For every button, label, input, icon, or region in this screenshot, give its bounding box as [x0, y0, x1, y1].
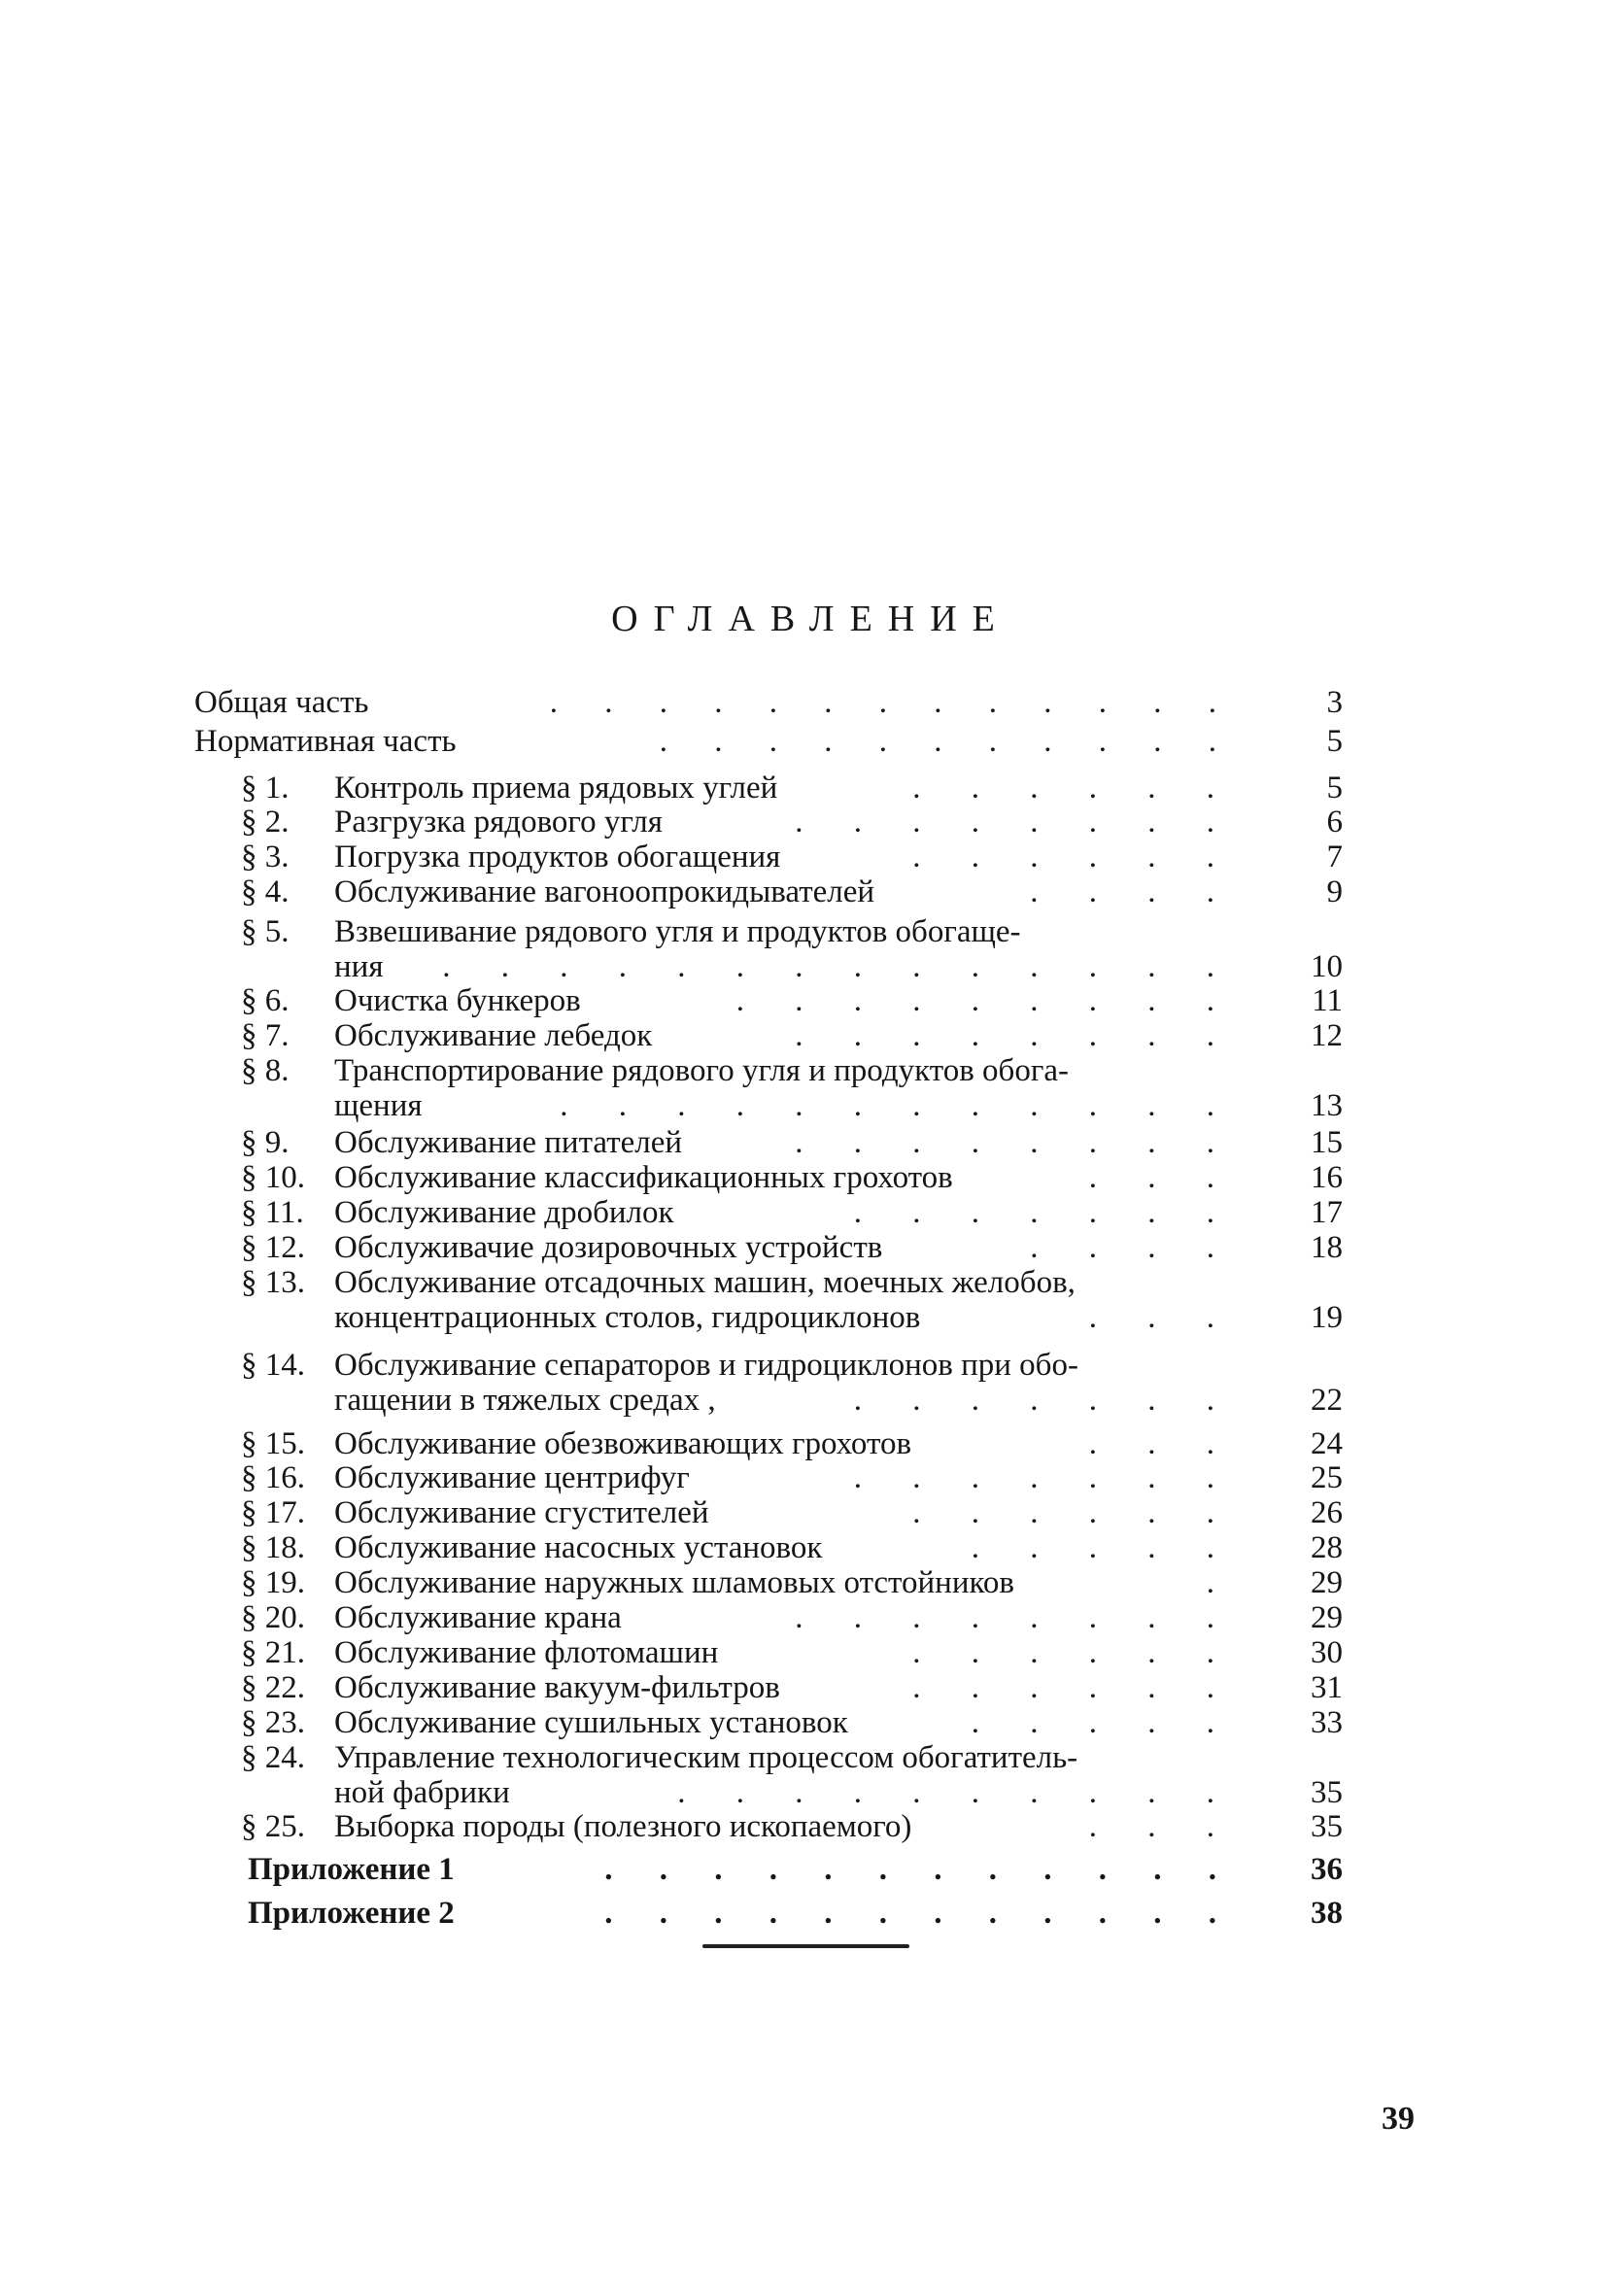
- toc-entry-normative: [194, 726, 1343, 765]
- section-mark: § 10.: [241, 1160, 305, 1195]
- toc-page-number: 5: [1326, 771, 1343, 805]
- section-title: Взвешивание рядового угля и продуктов обогаще-: [334, 914, 1021, 949]
- section-title: Обслуживание центрифуг: [334, 1460, 690, 1495]
- toc-section-entry: [241, 1742, 1343, 1816]
- section-title: Обслуживание сгустителей: [334, 1495, 709, 1530]
- toc-leader-dots: . . . . . . . . .: [735, 983, 1236, 1018]
- toc-leader-dots: . . . . . . . . . .: [677, 1775, 1236, 1810]
- toc-entry-label: Общая часть: [194, 685, 369, 720]
- section-title: Погрузка продуктов обогащения: [334, 840, 781, 874]
- toc-page-number: 29: [1311, 1565, 1343, 1600]
- toc-page-number: 6: [1326, 805, 1343, 840]
- toc-leader-dots: . . . . . .: [912, 1670, 1236, 1705]
- toc-leader-dots: . . . . . . .: [853, 1195, 1236, 1230]
- section-title: Обслуживание лебедок: [334, 1018, 653, 1053]
- toc-page-number: 13: [1311, 1088, 1343, 1123]
- section-mark: § 2.: [241, 805, 290, 840]
- section-title: Обслуживание вакуум-фильтров: [334, 1670, 780, 1705]
- section-title-continued: гащении в тяжелых средах ,: [334, 1383, 716, 1418]
- section-title: Обслуживание сушильных установок: [334, 1705, 848, 1740]
- section-title: Управление технологическим процессом обогатитель-: [334, 1740, 1078, 1775]
- toc-leader-dots: . . . .: [1030, 1230, 1236, 1265]
- toc-page-number: 12: [1311, 1018, 1343, 1053]
- section-title: Выборка породы (полезного ископаемого): [334, 1809, 912, 1844]
- section-title: Обслуживание крана: [334, 1600, 622, 1635]
- toc-entry-label: Приложение 2: [248, 1896, 455, 1931]
- section-mark: § 11.: [241, 1195, 304, 1230]
- toc-page-number: 30: [1311, 1635, 1343, 1670]
- section-mark: § 14.: [241, 1348, 305, 1383]
- section-mark: § 25.: [241, 1809, 305, 1844]
- section-title: Обслуживание насосных установок: [334, 1530, 823, 1565]
- section-title: Обслуживание флотомашин: [334, 1635, 719, 1670]
- section-mark: § 15.: [241, 1426, 305, 1461]
- toc-entry-appendix-1: [248, 1854, 1343, 1893]
- toc-leader-dots: . . . .: [1030, 874, 1236, 909]
- toc-page-number: 31: [1311, 1670, 1343, 1705]
- section-mark: § 9.: [241, 1125, 290, 1160]
- toc-page-number: 3: [1326, 685, 1343, 720]
- toc-section-entry: [241, 916, 1343, 990]
- section-mark: § 24.: [241, 1740, 305, 1775]
- section-mark: § 7.: [241, 1018, 290, 1053]
- toc-leader-dots: . . . . . . . .: [795, 1600, 1236, 1635]
- closing-rule: [702, 1944, 909, 1948]
- toc-leader-dots: . . . . . .: [912, 771, 1236, 805]
- toc-leader-dots: . . . . .: [971, 1530, 1236, 1565]
- section-title: Обслуживание классификационных грохотов: [334, 1160, 953, 1195]
- toc-leader-dots: . . . . . . . . . . . . . .: [442, 949, 1236, 984]
- section-mark: § 12.: [241, 1230, 305, 1265]
- toc-page-number: 26: [1311, 1495, 1343, 1530]
- section-title: Разгрузка рядового угля: [334, 805, 663, 840]
- toc-leader-dots: . . . . . .: [912, 840, 1236, 874]
- section-title-continued: ния: [334, 949, 384, 984]
- toc-page-number: 33: [1311, 1705, 1343, 1740]
- section-mark: § 3.: [241, 840, 290, 874]
- toc-section-entry: [241, 876, 1343, 915]
- toc-leader-dots: . . . . . . . .: [795, 1125, 1236, 1160]
- page-title: ОГЛАВЛЕНИЕ: [611, 599, 1010, 639]
- toc-leader-dots: . . .: [1088, 1160, 1236, 1195]
- section-mark: § 16.: [241, 1460, 305, 1495]
- section-mark: § 5.: [241, 914, 290, 949]
- section-title: Обслуживание сепараторов и гидроциклонов при обо-: [334, 1348, 1078, 1383]
- toc-page-number: 17: [1311, 1195, 1343, 1230]
- section-title: Обслуживание дробилок: [334, 1195, 674, 1230]
- toc-page-number: 18: [1311, 1230, 1343, 1265]
- toc-leader-dots: . . . . . . . . . . .: [659, 726, 1236, 758]
- toc-page-number: 9: [1326, 874, 1343, 909]
- toc-page-number: 28: [1311, 1530, 1343, 1565]
- toc-leader-dots: . . .: [1088, 1809, 1236, 1844]
- section-mark: § 20.: [241, 1600, 305, 1635]
- toc-page-number: 25: [1311, 1460, 1343, 1495]
- toc-page-number: 36: [1311, 1852, 1343, 1887]
- toc-entry-general: [194, 687, 1343, 726]
- section-title: Обслуживачие дозировочных устройств: [334, 1230, 883, 1265]
- section-mark: § 8.: [241, 1053, 290, 1088]
- toc-page-number: 10: [1311, 949, 1343, 984]
- toc-leader-dots: . . . . . . . . . . . . .: [549, 687, 1236, 719]
- toc-leader-dots: . . . . . . .: [853, 1460, 1236, 1495]
- toc-section-entry: [241, 1350, 1343, 1423]
- toc-section-entry: [241, 1055, 1343, 1129]
- toc-page-number: 7: [1326, 840, 1343, 874]
- toc-page-number: 38: [1311, 1896, 1343, 1931]
- section-mark: § 17.: [241, 1495, 305, 1530]
- section-mark: § 13.: [241, 1265, 305, 1300]
- section-title: Транспортирование рядового угля и продуктов обога-: [334, 1053, 1070, 1088]
- toc-leader-dots: . . . . . .: [912, 1495, 1236, 1530]
- toc-leader-dots: . . . . .: [971, 1705, 1236, 1740]
- toc-page-number: 24: [1311, 1426, 1343, 1461]
- toc-entry-label: Нормативная часть: [194, 724, 457, 759]
- section-mark: § 22.: [241, 1670, 305, 1705]
- toc-entry-appendix-2: [248, 1898, 1343, 1936]
- page-number: 39: [1382, 2101, 1415, 2137]
- toc-leader-dots: . . . . . . .: [853, 1383, 1236, 1418]
- toc-section-entry: [241, 1811, 1343, 1850]
- toc-leader-dots: . . . . . . . .: [795, 1018, 1236, 1053]
- section-title: Обслуживание вагоноопрокидывателей: [334, 874, 875, 909]
- toc-page-number: 15: [1311, 1125, 1343, 1160]
- toc-page-number: 35: [1311, 1809, 1343, 1844]
- section-mark: § 18.: [241, 1530, 305, 1565]
- toc-leader-dots: . . . . . .: [912, 1635, 1236, 1670]
- section-mark: § 23.: [241, 1705, 305, 1740]
- section-title-continued: концентрационных столов, гидроциклонов: [334, 1300, 921, 1335]
- toc-page-number: 11: [1312, 983, 1343, 1018]
- section-mark: § 21.: [241, 1635, 305, 1670]
- section-title-continued: щения: [334, 1088, 423, 1123]
- section-mark: § 6.: [241, 983, 290, 1018]
- toc-leader-dots: . . . . . . . . . . . .: [604, 1898, 1236, 1930]
- toc-leader-dots: . . .: [1088, 1300, 1236, 1335]
- section-mark: § 19.: [241, 1565, 305, 1600]
- toc-leader-dots: .: [1206, 1565, 1236, 1600]
- section-title: Контроль приема рядовых углей: [334, 771, 778, 805]
- toc-page-number: 29: [1311, 1600, 1343, 1635]
- toc-section-entry: [241, 1267, 1343, 1341]
- toc-leader-dots: . . . . . . . . . . . .: [604, 1854, 1236, 1886]
- toc-leader-dots: . . . . . . . .: [795, 805, 1236, 840]
- toc-entry-label: Приложение 1: [248, 1852, 455, 1887]
- section-mark: § 1.: [241, 771, 290, 805]
- toc-page-number: 5: [1326, 724, 1343, 759]
- section-title: Очистка бункеров: [334, 983, 581, 1018]
- section-title: Обслуживание наружных шламовых отстойников: [334, 1565, 1014, 1600]
- section-title: Обслуживание питателей: [334, 1125, 683, 1160]
- toc-page-number: 22: [1311, 1383, 1343, 1418]
- section-title: Обслуживание отсадочных машин, моечных желобов,: [334, 1265, 1076, 1300]
- section-title: Обслуживание обезвоживающих грохотов: [334, 1426, 912, 1461]
- toc-page-number: 35: [1311, 1775, 1343, 1810]
- toc-page-number: 16: [1311, 1160, 1343, 1195]
- toc-page-number: 19: [1311, 1300, 1343, 1335]
- toc-leader-dots: . . . . . . . . . . . .: [560, 1088, 1236, 1123]
- toc-leader-dots: . . .: [1088, 1426, 1236, 1461]
- section-title-continued: ной фабрики: [334, 1775, 510, 1810]
- section-mark: § 4.: [241, 874, 290, 909]
